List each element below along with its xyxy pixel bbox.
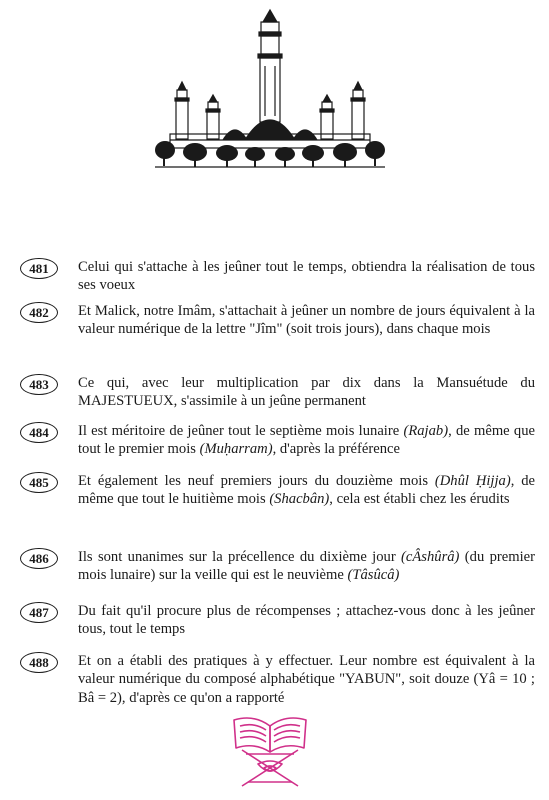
verse-number: 481 bbox=[20, 258, 58, 279]
month-name: (Rajab) bbox=[403, 423, 449, 439]
verse-text: Et on a établi des pratiques à y effectuer. Leur nombre est équivalent à la valeur numérique du composé alphabétique "YABUN", soit douze (Yâ = 10 ; Bâ = 2), d'après ce qu'on a rapporté bbox=[78, 653, 535, 706]
month-name: (Dhûl Ḥijja) bbox=[434, 473, 511, 489]
month-name: (Muḥarram) bbox=[199, 441, 273, 458]
day-name: (Tâsûcâ) bbox=[347, 567, 400, 584]
verse-text: Et Malick, notre Imâm, s'attachait à jeûner un nombre de jours équivalent à la valeur numérique de la lettre "Jîm" (soit trois jours), dans chaque mois bbox=[78, 303, 535, 338]
verse-number: 486 bbox=[20, 548, 58, 569]
verse-number: 483 bbox=[20, 374, 58, 395]
verse-text: Et également les neuf premiers jours du douzième mois (Dhûl Ḥijja), de même que tout le huitième mois (Shacbân), cela est établi chez les érudits bbox=[78, 473, 536, 508]
verse-text: Ce qui, avec leur multiplication par dix dans la Mansuétude du MAJESTUEUX, s'assimile à un jeûne permanent bbox=[78, 375, 535, 410]
verse-number: 488 bbox=[20, 652, 58, 673]
verse-number: 482 bbox=[20, 302, 58, 323]
quran-on-stand-icon bbox=[228, 708, 312, 790]
verse-text: Il est méritoire de jeûner tout le septième mois lunaire (Rajab), de même que tout le premier mois (Muḥarram), d'après la préférence bbox=[78, 423, 535, 458]
verse-text: Du fait qu'il procure plus de récompenses ; attachez-vous donc à les jeûner tous, tout le temps bbox=[78, 603, 535, 638]
verse-number: 487 bbox=[20, 602, 58, 623]
mosque-icon bbox=[155, 8, 385, 170]
verse-number: 484 bbox=[20, 422, 58, 443]
verse-number: 485 bbox=[20, 472, 58, 493]
day-name: (cÂshûrâ) bbox=[401, 549, 460, 565]
verse-text: Celui qui s'attache à les jeûner tout le temps, obtiendra la réalisation de tous ses voeux bbox=[78, 259, 535, 294]
month-name: (Shacbân) bbox=[269, 491, 330, 508]
verse-text: Ils sont unanimes sur la précellence du dixième jour (cÂshûrâ) (du premier mois lunaire) sur la veille qui est le neuvième (Tâsûcâ) bbox=[78, 549, 535, 584]
